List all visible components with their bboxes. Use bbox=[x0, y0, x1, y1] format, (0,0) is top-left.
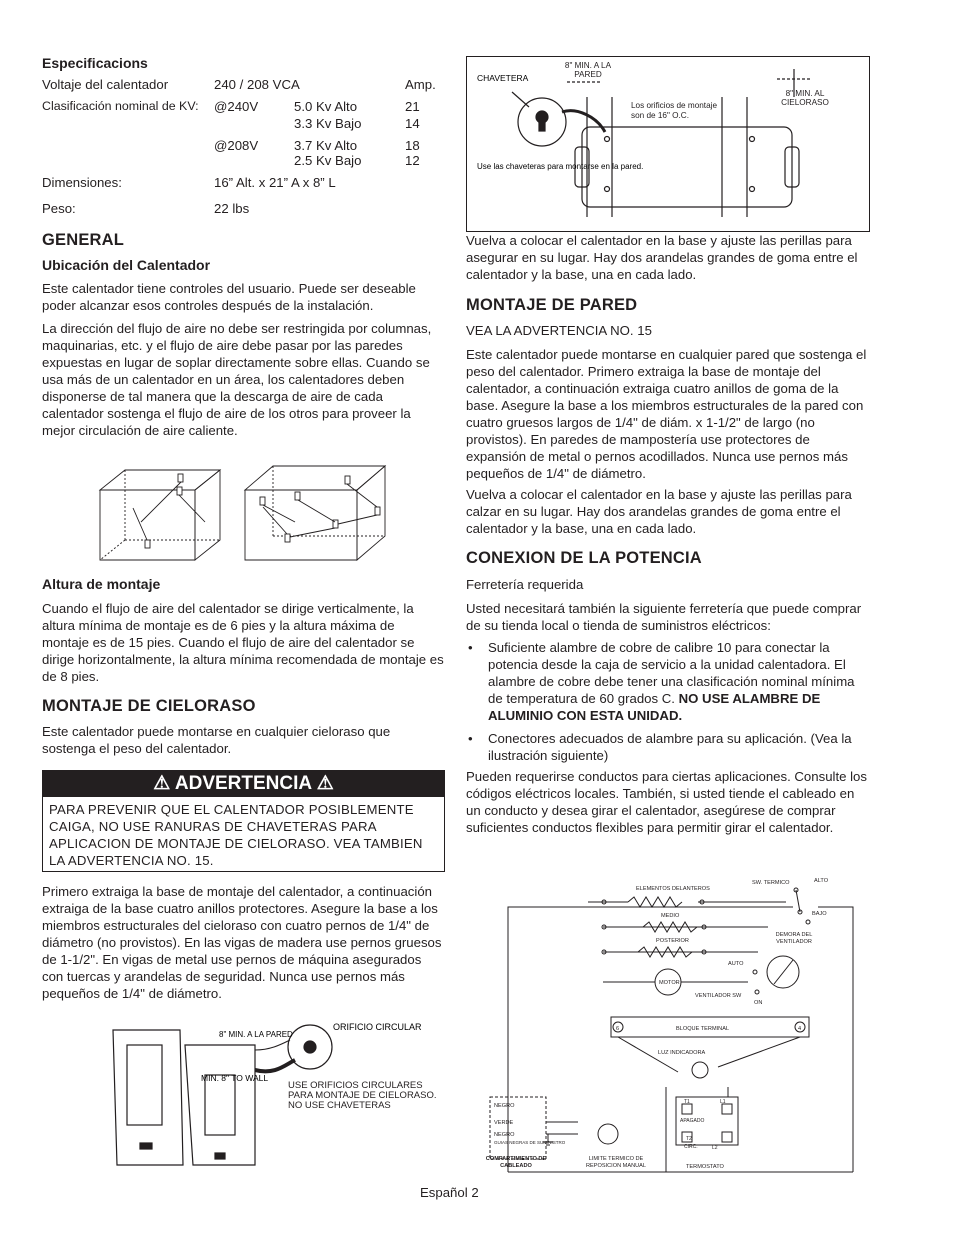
label-demora: DEMORA DEL VENTILADOR bbox=[775, 932, 813, 945]
warning-text: PARA PREVENIR QUE EL CALENTADOR POSIBLEMENTE CAIGA, NO USE RANURAS DE CHAVETERAS PARA APLICACION DE MONTAJE DE CIELORASO. VEA TAMBIEN LA ADVERTENCIA NO. 15. bbox=[49, 802, 423, 868]
airflow-paragraph: La dirección del flujo de aire no debe ser restringida por columnas, maquinarias, etc. y el flujo de aire debe pasar por las paredes expuestas en lugar de soplar directamente sobre ellas. Cuando se usa más de un calentador en un área, los calentadores deben disponerse de tal manera que la descarga de aire de cada calentador sostenga el flujo de aire de los otros para proveer la mejor circulación de aire caliente. bbox=[42, 321, 432, 438]
label-bloque-terminal: BLOQUE TERMINAL bbox=[676, 1026, 730, 1032]
spec-240-alto: 5.0 Kv Alto bbox=[294, 99, 358, 114]
label-negro-2: NEGRO bbox=[494, 1132, 515, 1138]
label-terminal-4: 4 bbox=[798, 1026, 802, 1032]
specifications-section bbox=[42, 55, 442, 71]
spec-dimensions-label: Dimensiones: bbox=[42, 175, 122, 190]
altura-subheading: Altura de montaje bbox=[42, 576, 161, 592]
label-sw-termico: SW. TERMICO bbox=[752, 880, 790, 886]
fig-use-orificios-label: USE ORIFICIOS CIRCULARES PARA MONTAJE DE CIELORASO. NO USE CHAVETERAS bbox=[288, 1080, 437, 1111]
fig-orificio-label: ORIFICIO CIRCULAR bbox=[333, 1022, 422, 1032]
warning-icon: ⚠ bbox=[153, 773, 171, 794]
potencia-heading: CONEXION DE LA POTENCIA bbox=[466, 549, 702, 567]
spec-240-bajo: 3.3 Kv Bajo bbox=[294, 116, 362, 131]
spec-amp-header: Amp. bbox=[405, 77, 436, 92]
label-negro: NEGRO bbox=[494, 1103, 515, 1109]
spec-208v: @208V bbox=[214, 138, 259, 153]
bullet-connectors: Conectores adecuados de alambre para su aplicación. (Vea la ilustración siguiente) bbox=[488, 731, 852, 763]
fig-min-pared-label: 8" MIN. A LA PARED bbox=[219, 1030, 293, 1039]
label-limite-termico: LIMITE TERMICO DE REPOSICION MANUAL bbox=[586, 1156, 646, 1169]
chavetera-label: CHAVETERA bbox=[477, 73, 529, 83]
cieloraso-install-paragraph: Primero extraiga la base de montaje del calentador, a continuación extraiga de la base cuatro anillos protectores. Asegure la base a los miembros estructurales del cieloraso con cuatro pernos de 1/4" de diámetro (no provistos). En las vigas de madera use pernos gruesos de 1-1/2". En vigas de metal use pernos de máquina asegurados con tuercas y arandelas de seguridad. Nunca use pernos más pequeños de 1/4" de diámetro. bbox=[42, 884, 442, 1001]
room-right-top bbox=[245, 466, 385, 490]
spec-208-alto-amp: 18 bbox=[405, 138, 420, 153]
label-motor: MOTOR bbox=[659, 980, 680, 986]
ubicacion-paragraph: Este calentador tiene controles del usuario. Puede ser deseable poder alcanzar esos controles después de la instalación. bbox=[42, 281, 416, 313]
conductos-paragraph: Pueden requerirse conductos para ciertas aplicaciones. Consulte los códigos eléctricos locales. También, si usted tiende el cableado en un conducto y desea girar el calentador, asegúrese de comprar suficientes conductos flexibles para permitir girar el calentador. bbox=[466, 769, 867, 835]
bullet-copper-wire: Suficiente alambre de cobre de calibre 10 para conectar la potencia desde la caja de servicio a la unidad calentadora. El alambre de cobre debe tener una clasificación nominal mínima de temperatura de 60 grados C. bbox=[488, 640, 855, 706]
label-t2: T2 bbox=[686, 1136, 692, 1142]
ferreteria-label: Ferretería requerida bbox=[466, 577, 584, 592]
specifications-title: Especificacions bbox=[42, 55, 148, 71]
cieloraso-heading: MONTAJE DE CIELORASO bbox=[42, 697, 256, 715]
bullet-aluminum-warning: NO USE ALAMBRE DE ALUMINIO CON ESTA UNIDAD. bbox=[488, 691, 821, 723]
spec-240-bajo-amp: 14 bbox=[405, 116, 420, 131]
orificios-label: Los orificios de montaje son de 16" O.C. bbox=[631, 101, 718, 120]
altura-paragraph: Cuando el flujo de aire del calentador se dirige verticalmente, la altura mínima de montaje es de 6 pies y la altura máxima de montaje es de 15 pies. Cuando el flujo de aire del calentador se dirige horizontalmente, la altura mínima recomendada de montaje es de 8 pies. bbox=[42, 601, 444, 684]
label-ventilador-sw: VENTILADOR SW bbox=[695, 993, 742, 999]
min-cieloraso-label: 8" MIN. AL CIELORASO bbox=[781, 89, 829, 107]
pared-paragraph-2: Vuelva a colocar el calentador en la base y ajuste las perillas para calzar en su lugar. Hay dos arandelas grandes de goma entre el calentador y la base, una en cada lado. bbox=[466, 487, 852, 536]
pared-reference: VEA LA ADVERTENCIA NO. 15 bbox=[466, 323, 652, 338]
ubicacion-subheading: Ubicación del Calentador bbox=[42, 257, 211, 273]
fig-min-wall-label: MIN. 8" TO WALL bbox=[201, 1073, 269, 1083]
spec-208-alto: 3.7 Kv Alto bbox=[294, 138, 358, 153]
spec-208-bajo-amp: 12 bbox=[405, 153, 420, 168]
label-t1: T1 bbox=[684, 1099, 690, 1105]
page-footer: Español 2 bbox=[420, 1185, 479, 1200]
spec-dimensions-value: 16” Alt. x 21” A x 8” L bbox=[214, 175, 336, 190]
wall-mount-drawing bbox=[467, 57, 869, 231]
label-guias: GUIAS NEGRAS DE SUMINISTRO bbox=[494, 1140, 566, 1145]
spec-weight-value: 22 lbs bbox=[214, 201, 250, 216]
label-luz-indicadora: LUZ INDICADORA bbox=[658, 1050, 706, 1056]
label-on: ON bbox=[754, 1000, 763, 1006]
use-chaveteras-label: Use las chaveteras para montarse en la pared. bbox=[477, 162, 644, 171]
warning-icon: ⚠ bbox=[316, 773, 334, 794]
room-left-top bbox=[100, 470, 220, 490]
label-posterior: POSTERIOR bbox=[656, 938, 689, 944]
right-top-paragraph: Vuelva a colocar el calentador en la base y ajuste las perillas para asegurar en su lugar. Hay dos arandelas grandes de goma entre el calentador y la base, una en cada lado. bbox=[466, 233, 858, 282]
list-item: • Suficiente alambre de cobre de calibre 10 para conectar la potencia desde la caja de servicio a la unidad calentadora. El alambre de cobre debe tener una clasificación nominal mínima de temperatura de 60 grados C. NO USE ALAMBRE DE ALUMINIO CON ESTA UNIDAD. bbox=[468, 640, 855, 723]
room-left-front bbox=[100, 490, 195, 560]
warning-title: ADVERTENCIA bbox=[174, 773, 312, 794]
min-pared-label: 8" MIN. A LA PARED bbox=[564, 61, 612, 79]
general-heading: GENERAL bbox=[42, 231, 125, 249]
label-terminal-6: 6 bbox=[616, 1026, 620, 1032]
label-l2: L2 bbox=[712, 1145, 718, 1151]
wall-mount-figure bbox=[466, 56, 870, 232]
label-alto: ALTO bbox=[814, 878, 829, 884]
pared-paragraph-1: Este calentador puede montarse en cualquier pared que sostenga el peso del calentador. Primero extraiga la base de montaje del calentador, a continuación extraiga cuatro anillos de goma de la base. Asegure la base a los miembros estructurales de la pared con cuatro gruesos largos de 1/4" de diám. x 1-1/2" de largo (no provistos). En paredes de mampostería use protectores de expansión de metal o pernos acodillados. Nunca use pernos más pequeños de 1/4" de diámetro. bbox=[466, 347, 867, 481]
label-compartimiento: COMPARTIMIENTO DE CABLEADO bbox=[485, 1156, 547, 1169]
list-item: • Conectores adecuados de alambre para su aplicación. (Vea la ilustración siguiente) bbox=[468, 731, 852, 763]
hardware-list bbox=[466, 639, 870, 770]
wiring-diagram bbox=[478, 872, 868, 1177]
cieloraso-paragraph: Este calentador puede montarse en cualquier cieloraso que sostenga el peso del calentador. bbox=[42, 724, 391, 756]
warning-header bbox=[43, 771, 444, 797]
pared-heading: MONTAJE DE PARED bbox=[466, 296, 638, 314]
airflow-room-diagram bbox=[95, 462, 395, 572]
label-circ: CIRC. bbox=[684, 1144, 698, 1150]
label-bajo: BAJO bbox=[812, 911, 827, 917]
spec-240-alto-amp: 21 bbox=[405, 99, 420, 114]
spec-weight-label: Peso: bbox=[42, 201, 76, 216]
label-apagado: APAGADO bbox=[680, 1118, 705, 1124]
label-l1: L1 bbox=[720, 1099, 726, 1105]
label-medio: MEDIO bbox=[661, 913, 680, 919]
spec-240v: @240V bbox=[214, 99, 259, 114]
necesitara-paragraph: Usted necesitará también la siguiente ferretería que puede comprar de su tienda local o tienda de suministros eléctricos: bbox=[466, 601, 862, 633]
spec-208-bajo: 2.5 Kv Bajo bbox=[294, 153, 362, 168]
label-auto: AUTO bbox=[728, 961, 744, 967]
label-termostato: TERMOSTATO bbox=[686, 1164, 724, 1170]
spec-kv-label: Clasificación nominal de KV: bbox=[42, 99, 199, 113]
spec-voltage-label: Voltaje del calentador bbox=[42, 77, 169, 92]
label-elementos: ELEMENTOS DELANTEROS bbox=[636, 886, 710, 892]
room-right-side bbox=[357, 466, 385, 560]
spec-voltage-value: 240 / 208 VCA bbox=[214, 77, 300, 92]
warning-box bbox=[42, 770, 445, 872]
label-verde: VERDE bbox=[494, 1120, 514, 1126]
